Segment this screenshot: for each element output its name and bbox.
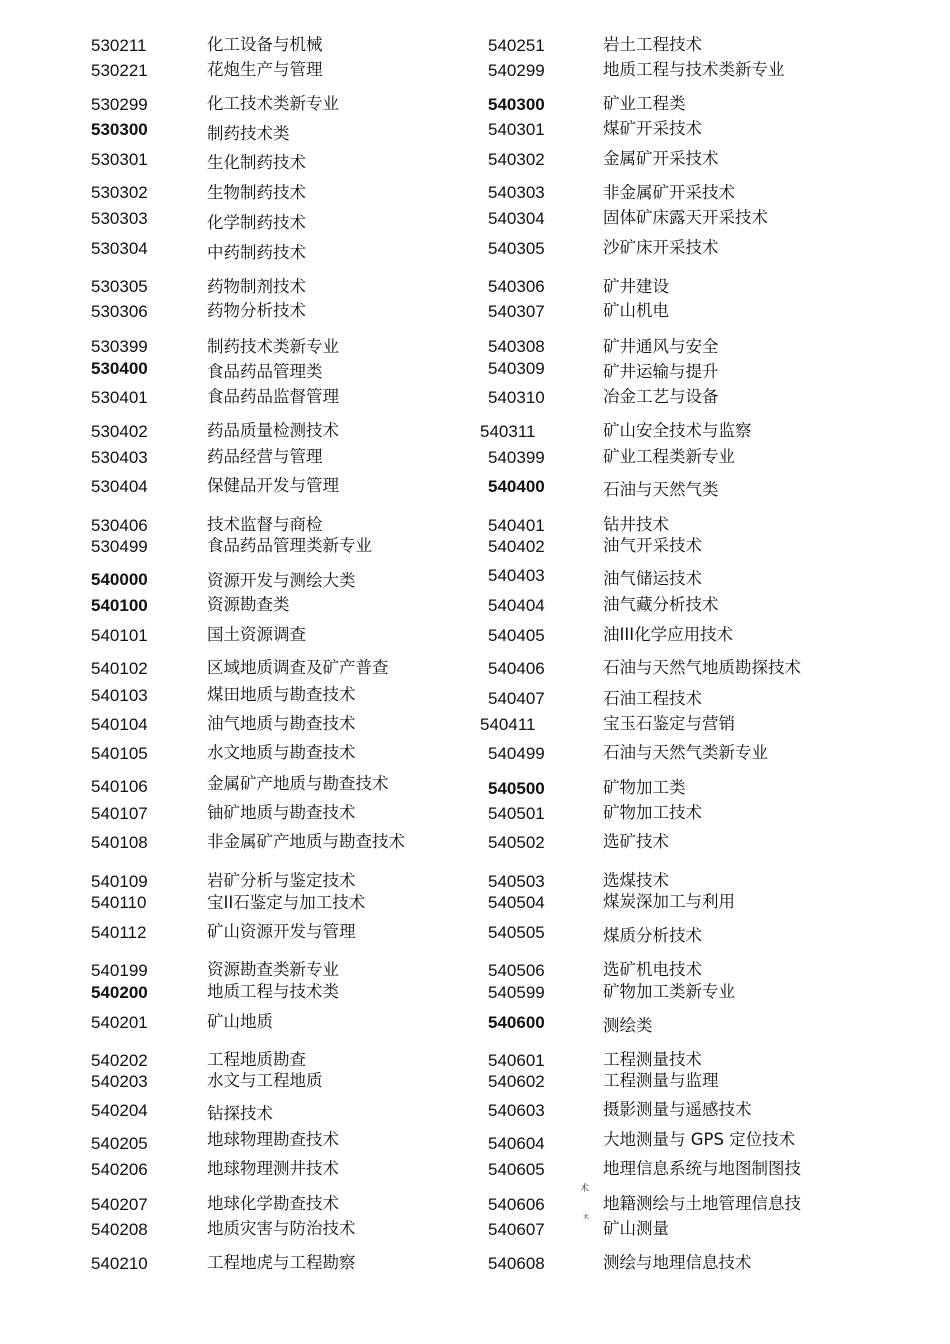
major-name: 地质工程与技术类新专业	[603, 60, 785, 79]
major-name: 油气开采技术	[603, 536, 702, 555]
major-code: 540411	[480, 715, 536, 734]
major-code: 540500	[488, 779, 545, 798]
major-code: 540599	[488, 983, 545, 1002]
major-name: 地质工程与技术类	[207, 982, 339, 1001]
major-name: 地球化学勘查技术	[207, 1194, 339, 1213]
major-code: 540406	[488, 659, 545, 678]
major-name: 石油与天然气地质勘探技术	[603, 658, 801, 677]
major-code: 540499	[488, 744, 545, 763]
major-code: 540402	[488, 537, 545, 556]
major-code: 530303	[91, 209, 148, 228]
major-code: 540107	[91, 804, 148, 823]
major-code: 540106	[91, 777, 148, 796]
major-code: 540110	[91, 893, 147, 912]
major-name: 矿井建设	[603, 277, 669, 296]
major-name: 矿山机电	[603, 301, 669, 320]
major-code: 530401	[91, 388, 148, 407]
major-code: 540205	[91, 1134, 148, 1153]
major-name: 矿山资源开发与管理	[207, 922, 356, 941]
major-code: 540601	[488, 1051, 545, 1070]
major-name: 选矿机电技术	[603, 960, 702, 979]
major-code: 540607	[488, 1220, 545, 1239]
major-code: 540102	[91, 659, 148, 678]
major-name: 地球物理勘查技术	[207, 1130, 339, 1149]
major-code: 530211	[91, 36, 147, 55]
major-code: 540506	[488, 961, 545, 980]
major-name: 保健品开发与管理	[207, 476, 339, 495]
major-code: 540399	[488, 448, 545, 467]
major-name: 摄影测量与遥感技术	[603, 1100, 752, 1119]
major-name: 煤炭深加工与利用	[603, 892, 735, 911]
major-code: 530399	[91, 337, 148, 356]
major-name: 岩矿分析与鉴定技术	[207, 871, 356, 890]
major-name: 资源开发与测绘大类	[207, 571, 356, 590]
major-code: 540302	[488, 150, 545, 169]
major-name: 中药制药技术	[207, 243, 306, 262]
major-name: 矿井运输与提升	[603, 362, 719, 381]
major-code: 540203	[91, 1072, 148, 1091]
major-name: 工程地虎与工程勘察	[207, 1253, 356, 1272]
major-name: 矿山测量	[603, 1219, 669, 1238]
major-name: 宝II石鉴定与加工技术	[207, 893, 366, 912]
major-name: 区域地质调查及矿产普查	[207, 658, 389, 677]
major-name: 煤质分析技术	[603, 926, 702, 945]
major-name: 化工技术类新专业	[207, 94, 339, 113]
major-name: 选煤技术	[603, 871, 669, 890]
major-name: 测绘类	[603, 1016, 653, 1035]
major-code: 540405	[488, 626, 545, 645]
major-code: 530306	[91, 302, 148, 321]
major-name: 化学制药技术	[207, 213, 306, 232]
major-name: 药品质量检测技术	[207, 421, 339, 440]
major-name: 工程地质勘查	[207, 1050, 306, 1069]
major-code: 540208	[91, 1220, 148, 1239]
major-code: 540251	[488, 36, 545, 55]
major-code: 540100	[91, 596, 148, 615]
major-name: 大地测量与 GPS 定位技术	[603, 1130, 796, 1149]
major-code: 540608	[488, 1254, 545, 1273]
major-code: 540304	[488, 209, 545, 228]
major-name: 矿物加工技术	[603, 803, 702, 822]
major-name: 技术监督与商检	[207, 515, 323, 534]
major-name: 铀矿地质与勘查技术	[207, 803, 356, 822]
major-code: 540603	[488, 1101, 545, 1120]
major-name: 选矿技术	[603, 832, 669, 851]
major-code: 540207	[91, 1195, 148, 1214]
major-code: 530499	[91, 537, 148, 556]
major-code: 540104	[91, 715, 148, 734]
major-code: 530221	[91, 61, 148, 80]
major-code: 540206	[91, 1160, 148, 1179]
major-code: 540108	[91, 833, 148, 852]
major-code: 540404	[488, 596, 545, 615]
major-code: 540000	[91, 570, 148, 589]
major-code: 540305	[488, 239, 545, 258]
major-code: 540403	[488, 566, 545, 585]
major-name: 生化制药技术	[207, 153, 306, 172]
major-code: 540303	[488, 183, 545, 202]
major-name: 水文与工程地质	[207, 1071, 323, 1090]
major-code: 530305	[91, 277, 148, 296]
major-name: 食品药品监督管理	[207, 387, 339, 406]
major-code: 540109	[91, 872, 148, 891]
major-code: 530400	[91, 359, 148, 378]
stray-mark: 术	[580, 1184, 590, 1194]
major-code: 530299	[91, 95, 148, 114]
major-code: 540502	[488, 833, 545, 852]
major-code: 540503	[488, 872, 545, 891]
major-code: 530302	[91, 183, 148, 202]
major-code: 540101	[91, 626, 148, 645]
major-name: 矿井通风与安全	[603, 337, 719, 356]
major-code: 540600	[488, 1013, 545, 1032]
major-code: 540310	[488, 388, 545, 407]
major-name: 资源勘查类	[207, 595, 290, 614]
major-name: 非金属矿开采技术	[603, 183, 735, 202]
major-code: 540311	[480, 422, 536, 441]
major-code: 540204	[91, 1101, 148, 1120]
major-code: 540602	[488, 1072, 545, 1091]
major-code: 530406	[91, 516, 148, 535]
major-name: 矿物加工类	[603, 778, 686, 797]
major-name: 油III化学应用技术	[603, 625, 734, 644]
major-name: 地质灾害与防治技术	[207, 1219, 356, 1238]
major-name: 钻探技术	[207, 1104, 273, 1123]
major-name: 宝玉石鉴定与营销	[603, 714, 735, 733]
major-name: 金属矿开采技术	[603, 149, 719, 168]
stray-mark: 术	[583, 1214, 590, 1221]
major-name: 石油与天然气类	[603, 480, 719, 499]
major-name: 油气藏分析技术	[603, 595, 719, 614]
major-code: 540210	[91, 1254, 148, 1273]
major-code: 530404	[91, 477, 148, 496]
major-code: 540604	[488, 1134, 545, 1153]
major-name: 国土资源调查	[207, 625, 306, 644]
major-name: 油气地质与勘查技术	[207, 714, 356, 733]
major-name: 岩土工程技术	[603, 35, 702, 54]
major-code: 540605	[488, 1160, 545, 1179]
major-name: 地籍测绘与土地管理信息技	[603, 1194, 801, 1213]
major-code: 540308	[488, 337, 545, 356]
major-code: 540112	[91, 923, 147, 942]
major-name: 矿业工程类新专业	[603, 447, 735, 466]
major-name: 资源勘查类新专业	[207, 960, 339, 979]
major-code: 540301	[488, 120, 545, 139]
major-name: 制药技术类	[207, 124, 290, 143]
major-name: 冶金工艺与设备	[603, 387, 719, 406]
major-name: 生物制药技术	[207, 183, 306, 202]
major-name: 制药技术类新专业	[207, 337, 339, 356]
major-code: 540309	[488, 359, 545, 378]
major-name: 沙矿床开采技术	[603, 238, 719, 257]
major-name: 非金属矿产地质与勘查技术	[207, 832, 405, 851]
major-name: 煤矿开采技术	[603, 119, 702, 138]
major-code: 540606	[488, 1195, 545, 1214]
major-code: 540201	[91, 1013, 148, 1032]
major-code: 530301	[91, 150, 148, 169]
major-name: 食品药品管理类新专业	[207, 536, 372, 555]
major-name: 花炮生产与管理	[207, 60, 323, 79]
major-code: 540505	[488, 923, 545, 942]
major-code: 540105	[91, 744, 148, 763]
major-code: 540400	[488, 477, 545, 496]
major-code: 530304	[91, 239, 148, 258]
major-code: 540200	[91, 983, 148, 1002]
major-code: 540401	[488, 516, 545, 535]
major-code: 530403	[91, 448, 148, 467]
major-name: 煤田地质与勘查技术	[207, 685, 356, 704]
major-name: 药物制剂技术	[207, 277, 306, 296]
major-code: 540202	[91, 1051, 148, 1070]
major-name: 固体矿床露天开采技术	[603, 208, 768, 227]
major-name: 食品药品管理类	[207, 362, 323, 381]
major-name: 药品经营与管理	[207, 447, 323, 466]
major-name: 钻井技术	[603, 515, 669, 534]
major-name: 药物分析技术	[207, 301, 306, 320]
major-code: 540199	[91, 961, 148, 980]
major-name: 石油工程技术	[603, 689, 702, 708]
major-code: 540306	[488, 277, 545, 296]
major-name: 石油与天然气类新专业	[603, 743, 768, 762]
major-code: 540307	[488, 302, 545, 321]
major-name: 油气储运技术	[603, 569, 702, 588]
major-name: 工程测量技术	[603, 1050, 702, 1069]
major-name: 矿山安全技术与监察	[603, 421, 752, 440]
major-name: 矿业工程类	[603, 94, 686, 113]
major-code: 530402	[91, 422, 148, 441]
major-name: 水文地质与勘查技术	[207, 743, 356, 762]
major-name: 测绘与地理信息技术	[603, 1253, 752, 1272]
major-name: 矿物加工类新专业	[603, 982, 735, 1001]
major-name: 矿山地质	[207, 1012, 273, 1031]
major-name: 金属矿产地质与勘查技术	[207, 774, 389, 793]
major-code: 540300	[488, 95, 545, 114]
major-name: 地球物理测井技术	[207, 1159, 339, 1178]
major-code: 530300	[91, 120, 148, 139]
major-code: 540103	[91, 686, 148, 705]
major-name: 地理信息系统与地图制图技	[603, 1159, 801, 1178]
major-code: 540504	[488, 893, 545, 912]
major-code: 540407	[488, 689, 545, 708]
major-code: 540299	[488, 61, 545, 80]
major-name: 化工设备与机械	[207, 35, 323, 54]
major-code: 540501	[488, 804, 545, 823]
major-name: 工程测量与监理	[603, 1071, 719, 1090]
